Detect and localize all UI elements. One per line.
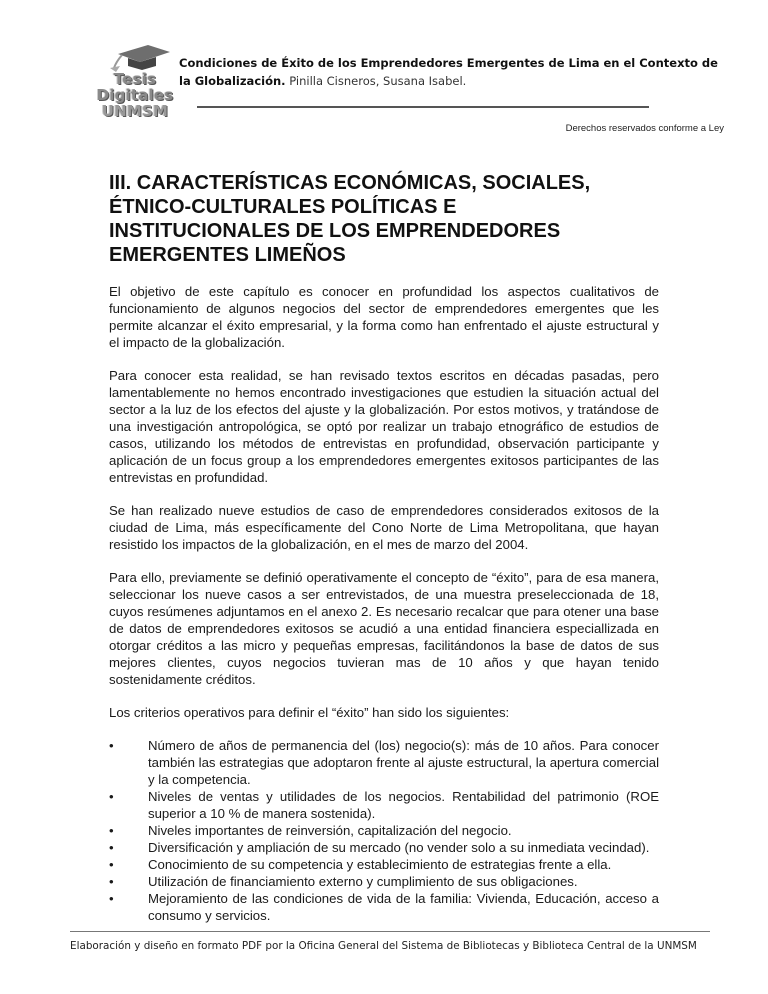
list-item: • Niveles de ventas y utilidades de los negocios. Rentabilidad del patrimonio (ROE superior a 10 % de manera sostenida). — [109, 789, 659, 821]
paragraph-criteria-intro: Los criterios operativos para definir el “éxito” han sido los siguientes: — [109, 705, 510, 720]
document-header-title — [179, 54, 719, 90]
logo-line-1: Tesis — [113, 70, 157, 88]
list-item: • Número de años de permanencia del (los) negocio(s): más de 10 años. Para conocer también las estrategias que adoptaron frente al ajuste estructural, la apertura comercial y la competencia. — [109, 738, 659, 787]
logo-line-3: UNMSM — [101, 102, 169, 120]
chapter-title: III. CARACTERÍSTICAS ECONÓMICAS, SOCIALES, ÉTNICO-CULTURALES POLÍTICAS E INSTITUCIONALES DE LOS EMPRENDEDORES EMERGENTES LIMEÑOS — [109, 172, 591, 266]
list-item: • Mejoramiento de las condiciones de vida de la familia: Vivienda, Educación, acceso a consumo y servicios. — [109, 891, 659, 923]
paragraph-case-studies: Se han realizado nueve estudios de caso de emprendedores considerados exitosos de la ciudad de Lima, más específicamente del Cono Norte de Lima Metropolitana, que hayan resistido los impactos de la globalización, en el mes de marzo del 2004. — [109, 503, 659, 552]
bullet-icon: • — [109, 891, 114, 906]
paragraph-methodology: Para conocer esta realidad, se han revisado textos escritos en décadas pasadas, pero lamentablemente no hemos encontrado investigaciones que estudien la situación actual del sector a la luz de los efectos del ajuste y la globalización. Por estos motivos, y tratándose de una investigación antropológica, se optó por realizar un trabajo etnográfico de estudios de casos, utilizando los métodos de entrevistas en profundidad, observación participante y aplicación de un focus group a los emprendedores emergentes exitosos participantes de las entrevistas en profundidad. — [109, 368, 659, 485]
list-item: • Conocimiento de su competencia y establecimiento de estrategias frente a ella. — [109, 857, 612, 872]
list-item: • Diversificación y ampliación de su mercado (no vender solo a su inmediata vecindad). — [109, 840, 650, 855]
thesis-title: Condiciones de Éxito de los Emprendedores Emergentes de Lima en el Contexto de la Globalización. — [179, 56, 718, 88]
rights-notice: Derechos reservados conforme a Ley — [565, 123, 724, 134]
footer-divider — [70, 931, 710, 932]
header-divider — [197, 106, 649, 108]
paragraph-objective: El objetivo de este capítulo es conocer en profundidad los aspectos cualitativos de funcionamiento de algunos negocios del sector de emprendedores emergentes que les permite alcanzar el éxito empresarial, y la forma como han enfrentado el ajuste estructural y el impacto de la globalización. — [109, 284, 659, 350]
bullet-icon: • — [109, 738, 114, 753]
logo-line-2: Digitales — [96, 86, 174, 104]
bullet-icon: • — [109, 874, 114, 889]
paragraph-success-definition: Para ello, previamente se definió operativamente el concepto de “éxito”, para de esa manera, seleccionar los nueve casos a ser entrevistados, de una muestra preseleccionada de 18, cuyos resúmenes adjuntamos en el anexo 2. Es necesario recalcar que para otener una base de datos de emprendedores exitosos se acudió a una entidad financiera especiallizada en otorgar créditos a las micro y pequeñas empresas, facilitándonos la base de datos de sus mejores clientes, cuyos negocios tuvieran mas de 10 años y que hayan tenido sostenidamente créditos. — [109, 570, 659, 687]
bullet-icon: • — [109, 840, 114, 855]
success-criteria-list — [109, 737, 659, 924]
tesis-digitales-logo — [96, 44, 174, 126]
bullet-icon: • — [109, 823, 114, 838]
footer-credit: Elaboración y diseño en formato PDF por la Oficina General del Sistema de Bibliotecas y Biblioteca Central de la UNMSM — [70, 940, 697, 952]
bullet-icon: • — [109, 857, 114, 872]
chapter-body — [109, 283, 659, 924]
thesis-author: Pinilla Cisneros, Susana Isabel. — [285, 74, 467, 88]
bullet-icon: • — [109, 789, 114, 804]
list-item: • Utilización de financiamiento externo y cumplimiento de sus obligaciones. — [109, 874, 578, 889]
list-item: • Niveles importantes de reinversión, capitalización del negocio. — [109, 823, 512, 838]
